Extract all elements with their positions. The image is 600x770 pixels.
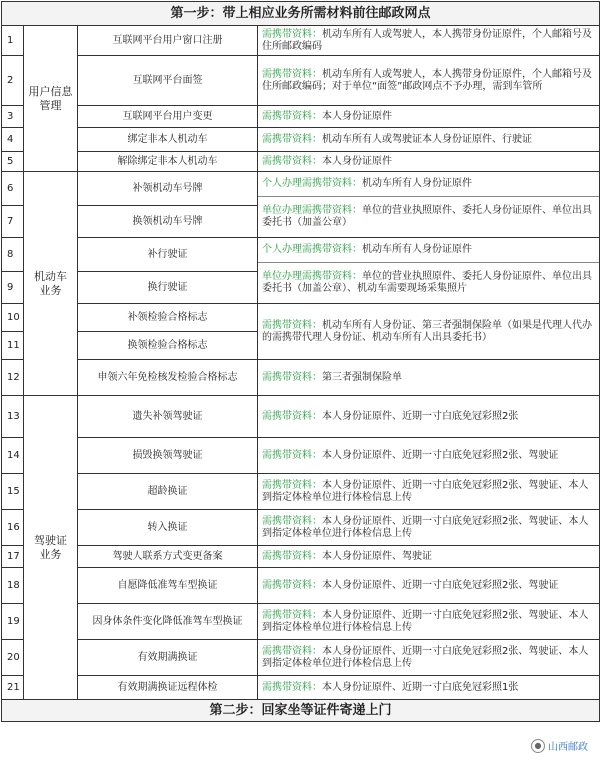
step1-title: 第一步：带上相应业务所需材料前往邮政网点	[2, 2, 600, 26]
service-name: 互联网平台用户窗口注册	[78, 26, 258, 56]
requirement: 需携带资料：本人身份证原件、驾驶证	[258, 546, 600, 568]
row-number: 3	[2, 106, 24, 128]
requirement: 需携带资料：本人身份证原件、近期一寸白底免冠彩照2张、驾驶证	[258, 438, 600, 474]
requirement: 需携带资料：第三者强制保险单	[258, 360, 600, 396]
service-name: 补行驶证	[78, 238, 258, 272]
service-name: 换行驶证	[78, 272, 258, 304]
category-user-info: 用户信息 管理	[24, 26, 78, 172]
row-number: 17	[2, 546, 24, 568]
requirement: 需携带资料：本人身份证原件、近期一寸白底免冠彩照2张	[258, 396, 600, 438]
row-number: 15	[2, 474, 24, 510]
service-name: 换领机动车号牌	[78, 206, 258, 238]
requirement: 需携带资料：本人身份证原件、近期一寸白底免冠彩照2张、驾驶证、本人到指定体检单位进行体检信息上传	[258, 510, 600, 546]
row-number: 8	[2, 238, 24, 272]
row-number: 10	[2, 304, 24, 332]
requirement: 需携带资料：机动车所有人或驾驶证本人身份证原件、行驶证	[258, 128, 600, 152]
requirement-personal: 个人办理需携带资料：机动车所有人身份证原件	[258, 239, 599, 263]
row-number: 5	[2, 152, 24, 172]
row-number: 11	[2, 332, 24, 360]
requirement-personal: 个人办理需携带资料：机动车所有人身份证原件	[258, 173, 599, 197]
service-name: 绑定非本人机动车	[78, 128, 258, 152]
requirement: 需携带资料：本人身份证原件	[258, 152, 600, 172]
row-number: 13	[2, 396, 24, 438]
requirement-plate-group	[258, 172, 600, 238]
row-number: 7	[2, 206, 24, 238]
row-number: 18	[2, 568, 24, 604]
service-name: 遗失补领驾驶证	[78, 396, 258, 438]
row-number: 20	[2, 640, 24, 676]
requirement: 需携带资料：本人身份证原件、近期一寸白底免冠彩照2张、驾驶证、本人到指定体检单位进行体检信息上传	[258, 474, 600, 510]
service-name: 有效期满换证	[78, 640, 258, 676]
requirement: 需携带资料：机动车所有人或驾驶人，本人携带身份证原件，个人邮箱号及住所邮政编码	[258, 26, 600, 56]
service-name: 互联网平台面签	[78, 56, 258, 106]
service-name: 有效期满换证远程体检	[78, 676, 258, 700]
row-number: 2	[2, 56, 24, 106]
row-number: 1	[2, 26, 24, 56]
service-name: 补领检验合格标志	[78, 304, 258, 332]
row-number: 19	[2, 604, 24, 640]
service-name: 换领检验合格标志	[78, 332, 258, 360]
wechat-icon: ●	[531, 739, 545, 753]
category-license: 驾驶证 业务	[24, 396, 78, 700]
requirement-unit: 单位办理需携带资料：单位的营业执照原件、委托人身份证原件、单位出具委托书（加盖公章）	[262, 204, 592, 228]
requirement-inspection-group: 需携带资料：机动车所有人身份证、第三者强制保险单（如果是代理人代办的需携带代理人身份证、机动车所有人出具委托书）	[258, 304, 600, 360]
service-name: 损毁换领驾驶证	[78, 438, 258, 474]
service-name: 互联网平台用户变更	[78, 106, 258, 128]
requirement: 需携带资料：本人身份证原件、近期一寸白底免冠彩照1张	[258, 676, 600, 700]
category-vehicle: 机动车 业务	[24, 172, 78, 396]
service-name: 转入换证	[78, 510, 258, 546]
step2-title: 第二步：回家坐等证件寄递上门	[2, 700, 600, 722]
service-name: 申领六年免检核发检验合格标志	[78, 360, 258, 396]
row-number: 14	[2, 438, 24, 474]
requirements-table	[1, 1, 600, 722]
row-number: 9	[2, 272, 24, 304]
requirement: 需携带资料：本人身份证原件、近期一寸白底免冠彩照2张、驾驶证、本人到指定体检单位进行体检信息上传	[258, 640, 600, 676]
service-name: 驾驶人联系方式变更备案	[78, 546, 258, 568]
service-name: 解除绑定非本人机动车	[78, 152, 258, 172]
requirement: 需携带资料：机动车所有人或驾驶人，本人携带身份证原件，个人邮箱号及住所邮政编码；对于单位“面签”邮政网点不予办理，需到车管所	[258, 56, 600, 106]
service-name: 补领机动车号牌	[78, 172, 258, 206]
row-number: 12	[2, 360, 24, 396]
service-name: 因身体条件变化降低准驾车型换证	[78, 604, 258, 640]
service-name: 超龄换证	[78, 474, 258, 510]
requirement: 需携带资料：本人身份证原件	[258, 106, 600, 128]
requirement-license-group	[258, 238, 600, 304]
watermark-text: 山西邮政	[548, 742, 588, 753]
requirement: 需携带资料：本人身份证原件、近期一寸白底免冠彩照2张、驾驶证、本人到指定体检单位进行体检信息上传	[258, 604, 600, 640]
requirement-unit: 单位办理需携带资料：单位的营业执照原件、委托人身份证原件、单位出具委托书（加盖公章）、机动车需要现场采集照片	[262, 270, 592, 294]
row-number: 21	[2, 676, 24, 700]
row-number: 6	[2, 172, 24, 206]
watermark	[531, 738, 588, 753]
service-name: 自愿降低准驾车型换证	[78, 568, 258, 604]
row-number: 16	[2, 510, 24, 546]
row-number: 4	[2, 128, 24, 152]
requirement: 需携带资料：本人身份证原件、近期一寸白底免冠彩照2张、驾驶证	[258, 568, 600, 604]
